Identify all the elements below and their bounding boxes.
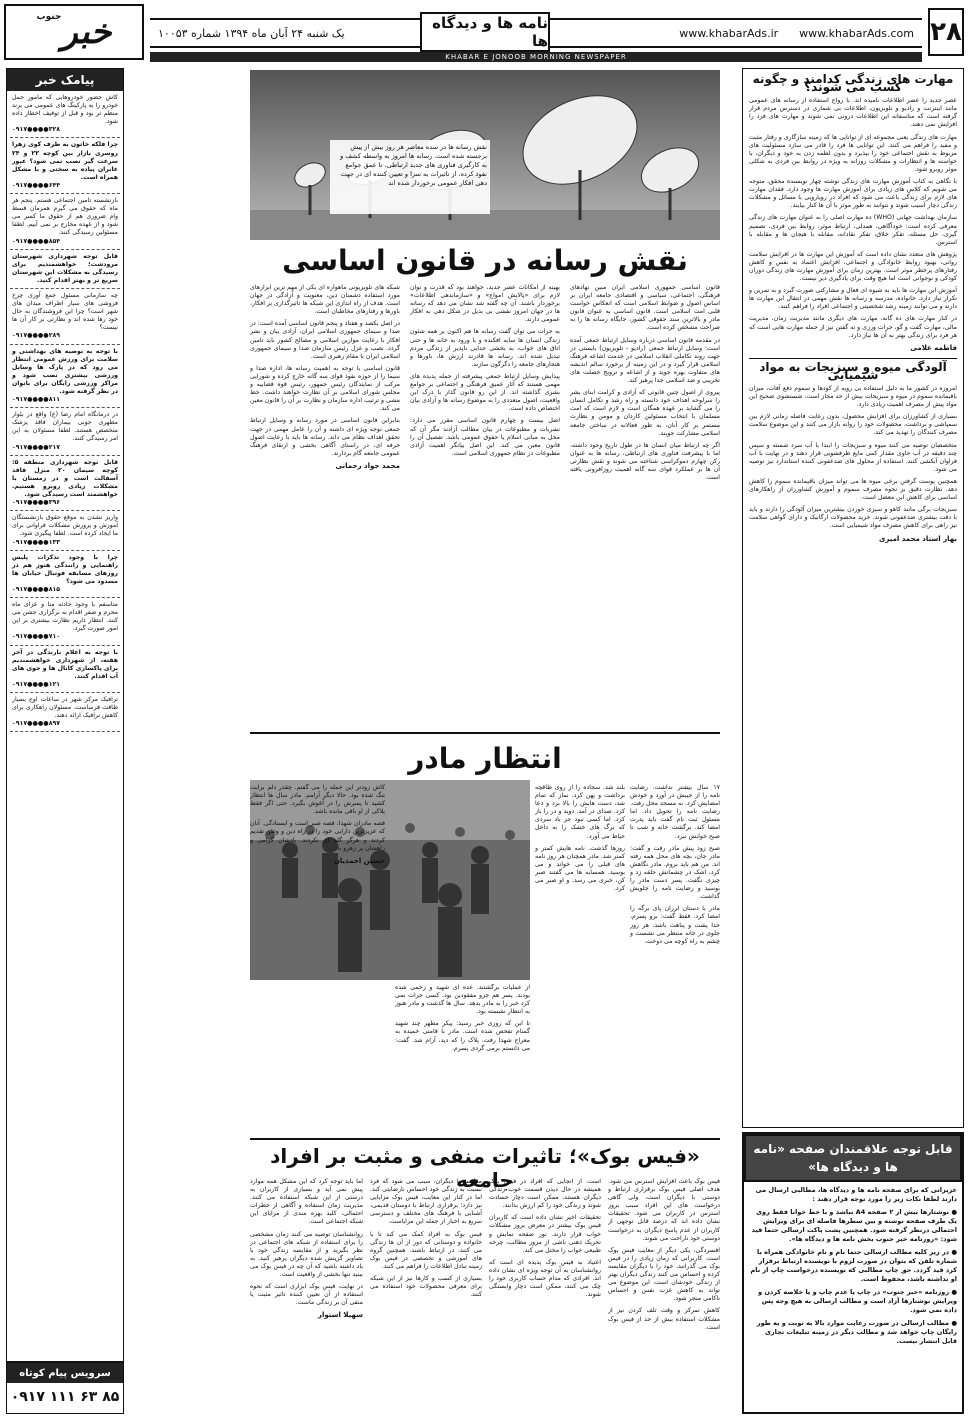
website-left[interactable]: www.khabarAds.com — [799, 26, 914, 40]
facebook-col2-p1: است. از آنجایی که افراد در فیس بوک همیشه در حال دیدن قسمت خوب زندگی دیگران هستند، ممکن است دچار حسادت شوند و زندگی خود را کم ارزش بدانند. — [489, 1178, 601, 1210]
media-col1-p3: پیروی از اصول چنین قانونی که آزادی و کرامت ابنای بشر را سرلوحه اهداف خود دانسته و راه رشد و تکامل انسان را می گشاید بر عهده همگان است و لازم است که امت مسلمان با انتخاب مسئولین کاردان و مومن و نظارت مستمر بر کار آنان، به طور فعالانه در ساختن جامعه اسلامی مشارکت جویند. — [570, 389, 720, 437]
sms-text: با توجه به توصیه های بهداشتی و سلامت برای ورزش عمومی انتظار می رود که در پارک ها وسایل ورزشی بیشتری نصب شود و مراکز ورزشی رایگان برای بانوان در نظر گرفته شود. — [12, 347, 118, 395]
sms-item — [10, 408, 120, 455]
facebook-col1-p1: فیس بوک باعث افزایش استرس می شود. هدف اصلی فیس بوک برقراری ارتباط و دوستی با دیگران است، ولی گاهی درخواست های این افراد سبب بروز استرس در کاربران می شود. تحقیقات نشان داده اند که درصد قابل توجهی از کاربران از عدم پاسخ دیگران به درخواست دوستی خود ناراحت می شوند. — [608, 1178, 720, 1242]
life-skills-p1: عصر جدید را عصر اطلاعات نامیده اند. با رواج استفاده از رسانه های عمومی مانند اینترنت و رادیو و تلویزیون، اطلاعات بی شماری در دسترس مردم قرار گرفته است که متاسفانه این اطلاعات درونی نمی شوند و مهارت های فرد را افزایش نمی دهند. — [749, 97, 957, 129]
life-skills-p3: با نگاهی به کتاب آموزش مهارت های زندگی نوشته چهار نویسنده محقق، متوجه می شویم که کلاس های زیادی برای آموزش مهارت ها وجود دارد. فقدان مهارت های لازم برای زندگی باعث می شود که افراد در رویارویی با مسائل و مشکلات زندگی دچار آسیب شوند و نتوانند به طور موثر با آن ها کنار بیایند. — [749, 178, 957, 210]
sms-phone: ۰۹۱۷●●●●۸۹۷ — [12, 720, 61, 728]
facebook-article-title: «فیس بوک»؛ تاثیرات منفی و مثبت بر افراد جامعه — [270, 1144, 700, 1192]
media-col-2 — [410, 284, 560, 724]
mother-col1-p3: مادر با دستان لرزان پای برگه را امضا کرد. فقط گفت: برو پسرم، خدا پشت و پناهت باشد. هر روز جلوی در خانه منتظر می نشست و چشم به راه کوچه می دوخت. — [630, 905, 720, 945]
left-column — [742, 68, 964, 1128]
facebook-col3-p3: بسیاری از کسب و کارها نیز از این شبکه برای معرفی محصولات خود استفاده می کنند. — [370, 1275, 482, 1299]
pollution-author: بهار استاد محمد امیری — [878, 534, 957, 543]
life-skills-author: فاطمه غلامی — [910, 343, 957, 352]
sms-list — [7, 91, 123, 1361]
sms-text: چه سازمانی مسئول جمع آوری چرخ فروشی های سیار اطراف میدان های شهر است؟ چرا این فروشندگان به حال خود رها شده اند و نظارتی بر کار آن ها نیست؟ — [12, 291, 118, 332]
life-skills-p4: سازمان بهداشت جهانی (WHO) ده مهارت اصلی را به عنوان مهارت های زندگی معرفی کرده است: خودآگاهی، همدلی، ارتباط موثر، روابط بین فردی، تصمیم گیری، حل مسئله، تفکر خلاق، تفکر نقادانه، مقابله با هیجان ها و مقابله با استرس. — [749, 214, 958, 246]
sms-text: چرا فلکه خاتون به طرف کوی زهرا روسری بازار بین کوچه ۲۲ و ۲۴ سرعت گیر نصب نمی شود؟ عبور عابران پیاده به سختی و با مشکل همراه است. — [12, 141, 118, 181]
facebook-col3-p1: مقایسه با دیگران، سبب می شود که فرد نسبت به زندگی خود احساس نارضایتی کند. اما در کنار این معایب، فیس بوک مزایایی نیز دارد؛ برقراری ارتباط با دوستان قدیمی، آشنایی با فرهنگ های مختلف و دسترسی سریع به اخبار از جمله این مزایاست. — [370, 1178, 482, 1226]
websites — [679, 27, 914, 40]
media-col2-p2: به جرات می توان گفت رسانه ها هم اکنون بر همه شئون زندگی انسان ها سایه افکنده و با ورود به خانه ها و حتی اتاق های خواب، به بخشی جدایی ناپذیر از زندگی مردم تبدیل شده اند. رسانه ها قادرند ارزش ها، باورها و هنجارهای جامعه را دگرگون سازند. — [410, 328, 560, 368]
sms-column — [6, 68, 124, 1414]
newspaper-logo — [4, 4, 144, 60]
photo-caption: نقش رسانه ها در سده معاصر هر روز بیش از پیش برجسته شده است. رسانه ها امروز به واسطه کشف و به کارگیری فناوری های جدید ارتباطی، تا عمق جوامع نفوذ کرده، از تاثیرات به سزا و تعیین کننده ای در جهت دهی افکار عمومی برخوردار شده اند — [330, 140, 490, 214]
sms-text: ترافیک مرکز شهر در ساعات اوج بسیار طاقت فرساست. مسئولان راهکاری برای کاهش ترافیک ارائه دهند. — [12, 696, 118, 720]
life-skills-p6: آموزش این مهارت ها باید به شیوه ای فعال و مشارکتی صورت گیرد و به تمرین و تکرار نیاز دارد. خانواده، مدرسه و رسانه ها نقش مهمی در انتقال این مهارت ها دارند و می توانند زمینه رشد شخصیتی و اجتماعی افراد را فراهم کنند. — [749, 287, 957, 311]
sms-item — [10, 551, 120, 598]
sms-item — [10, 138, 120, 194]
divider — [250, 1138, 720, 1140]
sms-phone: ۰۹۱۷●●●●۸۱۵ — [12, 585, 61, 593]
sms-phone: ۰۹۱۷●●●●۳۲۸ — [12, 126, 61, 134]
mother-col2-p2: روزها گذشت. نامه هایش کمتر و کمتر شد. مادر همچنان هر روز نامه های قبلی را می خواند و می بوسید. همسایه ها می گفتند صبر کن، خبری می رسد. و او صبر می کرد. — [535, 844, 625, 893]
mother-col3-p2: تا این که روزی خبر رسید: پیکر مطهر چند شهید گمنام تفحص شده است. مادر با قامتی خمیده به معراج شهدا رفت. پلاک را که دید، آرام شد. گفت: می دانستم برمی گردی پسرم. — [395, 1020, 530, 1052]
facebook-col1-p2: افسردگی، یکی دیگر از معایب فیس بوک است. کاربرانی که زمان زیادی را در فیس بوک می گذرانند، خود را با دیگران مقایسه کرده و احساس می کنند زندگی دیگران بهتر از زندگی خودشان است. این موضوع می تواند به کاهش عزت نفس و احساس ناکامی منجر شود. — [608, 1246, 720, 1303]
sms-footer — [7, 1361, 123, 1413]
facebook-col-1 — [608, 1178, 720, 1414]
facebook-author: سهیلا استوار — [317, 1311, 363, 1320]
media-col3-p4: بنابراین قانون اساسی در مورد رسانه و وسایل ارتباط جمعی توجه ویژه ای داشته و آن را عامل مهمی در جهت تحقق اهداف نظام می داند. رسانه ها باید با رعایت اصول حرفه ای، در راستای آگاهی بخشی و ارتقای فرهنگ عمومی جامعه گام بردارند. — [250, 417, 400, 457]
media-col2-p4: اصل بیست و چهارم قانون اساسی مقرر می دارد: نشریات و مطبوعات در بیان مطالب آزادند مگر آن که مخل به مبانی اسلام یا حقوق عمومی باشد. تفصیل آن را قانون معین می کند. این اصل بیانگر اهمیت آزادی مطبوعات در نظام جمهوری اسلامی است. — [410, 417, 560, 457]
life-skills-p5: پژوهش های متعدد نشان داده است که آموزش این مهارت ها در افزایش سلامت روانی، بهبود روابط خانوادگی و اجتماعی، افزایش اعتماد به نفس و کاهش رفتارهای پرخطر موثر است. بهترین زمان برای آموزش مهارت های زندگی دوران کودکی و نوجوانی است اما هیچ وقت برای یادگیری دیر نیست. — [749, 250, 957, 283]
website-right[interactable]: www.khabarAds.ir — [679, 26, 779, 40]
mother-col-4 — [250, 784, 385, 1134]
media-col1-p2: در مقدمه قانون اساسی درباره وسایل ارتباط جمعی آمده است: وسایل ارتباط جمعی (رادیو - تلویزیون) بایستی در جهت روند تکاملی انقلاب اسلامی در خدمت اشاعه فرهنگ اسلامی قرار گیرد و در این زمینه از برخورد سالم اندیشه های متفاوت بهره جوید و از اشاعه و ترویج خصلت های تخریبی و ضد اسلامی جدا پرهیز کند. — [570, 336, 720, 385]
sms-item — [10, 345, 120, 409]
sms-phone: ۰۹۱۷●●●●۲۱۷ — [12, 443, 61, 451]
sms-phone: ۰۹۱۷●●●●۸۱۱ — [12, 396, 61, 404]
notice-item-1: ● نوشتارها بیش از ۲ صفحه A4 نباشد و با خط خوانا فقط روی یک طرف صفحه نوشته و بین سطرها فاصله ای برای ویرایش احتمالی درنظر گرفته شود. همچنین پشت پاکت ارسالی حتما قید شود: «روزنامه خبر جنوب بخش نامه ها و دیدگاه ها». — [751, 1208, 957, 1243]
mother-col2-p1: بلند شد. سجاده را از روی طاقچه برداشت و پهن کرد. نماز که تمام شد، دست هایش را بالا برد و دعا کرد. صدای در آمد. دوید و در را باز کرد. اما کسی نبود جز باد سردی که برگ های خشک را به داخل حیاط می آورد. — [535, 784, 625, 840]
notice-intro: عزیزانی که برای صفحه نامه ها و دیدگاه ها، مطالبی ارسال می دارند لطفا نکات زیر را مورد توجه قرار دهند : — [755, 1186, 957, 1203]
section-title: نامه ها و دیدگاه ها — [420, 12, 550, 52]
sms-item — [10, 646, 120, 693]
facebook-col2-p2: تحقیقات اخیر نشان داده است که کاربران فیس بوک بیشتر در معرض بروز مشکلات خواب قرار دارند. نور صفحه نمایش و تحریک ذهنی ناشی از مرور مطالب، چرخه طبیعی خواب را مختل می کند. — [489, 1214, 601, 1254]
media-col-3 — [250, 284, 400, 724]
mother-col4-p1: کاش زودتر این جمله را می گفتم. چقدر دلم برایت تنگ شده بود. حالا دیگر آرامم. مادر سال ها انتظار کشید تا پسرش را در آغوش بگیرد. حتی اگر فقط پلاکی از او باقی مانده باشد. — [250, 784, 385, 816]
sms-text: بازنشسته تامین اجتماعی هستم. پنجم هر ماه که حقوق می گیرم همزمان قسط وام ضروری هم از حقوق ما کسر می شود و از عهده مخارج بر نمی آییم. لطفا مسئولین رسیدگی کنند. — [12, 197, 118, 237]
logo-sub: جنوب — [36, 12, 62, 22]
sms-item — [10, 598, 120, 645]
sms-text: در درمانگاه امام رضا (ع) واقع در بلوار مطهری جوبی بیماران فاقد پزشک متخصص هستند. لطفا مسئولان به این امر رسیدگی کنند. — [12, 411, 118, 443]
notice-item-3: ● روزنامه «خبر جنوب» در چاپ یا عدم چاپ و یا خلاصه کردن و ویرایش نوشتارها آزاد است و مطالب ارسالی به هیچ وجه پس داده نمی شود. — [758, 1288, 957, 1314]
page-number: ۲۸ — [928, 8, 964, 56]
sms-item — [10, 456, 120, 512]
life-skills-p2: مهارت های زندگی یعنی مجموعه ای از توانایی ها که زمینه سازگاری و رفتار مثبت و مفید را فراهم می کنند. این توانایی ها فرد را قادر می سازد مسئولیت های مربوط به نقش اجتماعی خود را بپذیرد و بدون لطمه زدن به خود و دیگران، با خواسته ها و انتظارات و مشکلات روزانه به ویژه در روابط بین فردی به شکلی موثر روبرو شود. — [749, 133, 957, 173]
sms-phone: ۰۹۱۷●●●●۶۴۴ — [12, 181, 61, 189]
facebook-col-2 — [489, 1178, 601, 1414]
notice-box — [742, 1132, 964, 1414]
media-col3-p3: قانون اساسی با توجه به اهمیت رسانه ها، اداره صدا و سیما را از حوزه نفوذ قوای سه گانه خارج کرده و شورایی مرکب از نمایندگان رئیس جمهور، رئیس قوه قضاییه و مجلس شورای اسلامی بر آن نظارت خواهند داشت. خط مشی و ترتیب اداره سازمان و نظارت بر آن را قانون معین می کند. — [250, 364, 400, 413]
notice-item-4: ● مطالب ارسالی در صورت رعایت موارد بالا به نوبت و به طور رایگان چاپ خواهد شد و مطالب دیگر در زمینه تبلیغات تجاری قابل انتشار نیست. — [756, 1319, 957, 1345]
sms-phone: ۰۹۱۷●●●●۸۵۴ — [12, 237, 61, 245]
facebook-col2-p3: اعتیاد به فیس بوک پدیده ای است که روانشناسان به آن توجه ویژه ای نشان داده اند. افرادی که مدام حساب کاربری خود را چک می کنند، ممکن است دچار وابستگی شوند. — [489, 1258, 601, 1299]
sms-phone: ۰۹۱۷●●●●۱۳۳ — [12, 538, 61, 546]
masthead-strip: KHABAR E JONOOB MORNING NEWSPAPER — [150, 52, 922, 62]
pollution-p4: همچنین پوست گرفتن برخی میوه ها می تواند میزان باقیمانده سموم را کاهش دهد. نظارت دقیق بر نحوه مصرف سموم و آموزش کشاورزان از راهکارهای اساسی برای کاهش این معضل است. — [749, 477, 957, 502]
notice-title: قابل توجه علاقمندان صفحه «نامه ها و دیدگاه ها» — [744, 1134, 962, 1182]
mother-col1-p2: صبح زود پیش مادر رفت و گفت: مادر جان، بچه های محل همه رفته اند. من هم باید بروم. مادر نگاهش کرد، اشک در چشمانش حلقه زد و چیزی نگفت. پسر دست مادر را بوسید و رضایت نامه را جلویش گذاشت. — [630, 844, 720, 901]
sms-item — [10, 511, 120, 550]
pollution-p3: متخصصان توصیه می کنند میوه و سبزیجات را ابتدا با آب سرد شسته و سپس چند دقیقه در آب حاوی مقدار کمی مایع ظرفشویی قرار دهند و در نهایت با آب فراوان آبکشی کنند. استفاده از محلول های ضدعفونی کننده استاندارد نیز توصیه می شود. — [749, 441, 957, 473]
mother-col-2 — [535, 784, 625, 1134]
sms-phone: ۰۹۱۷●●●●۷۱۰ — [12, 633, 61, 641]
media-col2-p3: پیدایش وسایل ارتباط جمعی پیشرفته از جمله پدیده های مهمی هستند که آثار عمیق فرهنگی و اجتماعی بر جوامع بشری گذاشته اند. از این رو قانون گذار با درک این واقعیت، اصول متعددی را به موضوع رسانه ها و آزادی بیان اختصاص داده است. — [410, 372, 560, 413]
notice-item-2: ● در زیر کلیه مطالب ارسالی حتما نام و نام خانوادگی همراه با شماره تلفن که بتوان در صورت لزوم با نویسنده ارتباط برقرار کرد قید گردد. حق چاپ مطالبی که نویسنده درخواست چاپ از نام او نداشته باشد، محفوظ است. — [750, 1248, 957, 1283]
pollution-p2: بسیاری از کشاورزان برای افزایش محصول، بدون رعایت فاصله زمانی لازم بین سمپاشی و برداشت، محصولات خود را روانه بازار می کنند و این موضوع سلامت مصرف کنندگان را تهدید می کند. — [749, 413, 957, 437]
mother-col-1 — [630, 784, 720, 1134]
pollution-title: آلودگی میوه و سبزیجات به مواد شیمیایی — [759, 359, 947, 382]
mother-article-title: انتظار مادر — [408, 742, 562, 775]
date-issue: یک شنبه ۲۴ آبان ماه ۱۳۹۴ شماره ۱۰۰۵۳ — [158, 26, 345, 40]
mother-col3-p1: از عملیات برگشتند. عده ای شهید و زخمی شده بودند. پسر هم جزو مفقودین بود. کسی جرات نمی کرد خبر را به مادر بدهد. سال ها گذشت و مادر هنوز به انتظار نشسته بود. — [395, 984, 530, 1016]
facebook-col3-p2: فیس بوک به افراد کمک می کند تا با خانواده و دوستانی که دور از آن ها زندگی می کنند، در ارتباط باشند. همچنین گروه های آموزشی و تخصصی در فیس بوک زمینه تبادل اطلاعات را فراهم می کنند. — [370, 1230, 482, 1270]
media-article-title: نقش رسانه در قانون اساسی — [282, 244, 688, 277]
sms-item — [10, 91, 120, 138]
pollution-p5: سبزیجات برگی مانند کاهو و سبزی خوردن بیشترین میزان آلودگی را دارند و باید با دقت بیشتری ضدعفونی شوند. خرید محصولات ارگانیک و دارای گواهی سلامت نیز راهی برای کاهش مصرف مواد شیمیایی است. — [749, 506, 957, 530]
sms-footer-number[interactable]: ۰۹۱۷ ۱۱۱ ۶۳ ۸۵ — [10, 1389, 120, 1405]
sms-text: واریز نشدن به موقع حقوق بازنشستگان آموزش و پرورش مشکلات فراوانی برای ما ایجاد کرده است. لطفا پیگیری شود. — [12, 514, 118, 538]
sms-phone: ۰۹۱۷●●●●۱۲۱ — [12, 680, 61, 688]
media-col2-p1: بهینه از امکانات عصر جدید، خواهند بود که قدرت و توان لازم برای «پالایش امواج» و «سازماندهی اطلاعات» برخوردار باشند. آن چه گفته شد نشان می دهد که رسانه ها در جهان امروز نقشی بی بدیل در شکل دهی به افکار عمومی دارند. — [410, 284, 560, 324]
facebook-col4-p1: اما باید توجه کرد که این مشکل همه موارد پیش نمی آید و بسیاری از کاربران به درستی از این شبکه استفاده می کنند. مدیریت زمان استفاده و آگاهی از خطرات احتمالی، کلید بهره مندی از مزایای این شبکه اجتماعی است. — [250, 1178, 363, 1226]
media-col1-p1: قانون اساسی جمهوری اسلامی ایران مبین نهادهای فرهنگی، اجتماعی، سیاسی و اقتصادی جامعه ایران بر اساس اصول و ضوابط اسلامی است که انعکاس خواست قلبی امت اسلامی است. قانون اساسی به عنوان قانون مادر و بالاترین سند حقوقی کشور، جایگاه رسانه ها را به صراحت مشخص کرده است. — [570, 284, 720, 332]
sms-text: متاسفم با وجود حادثه منا و عزای ماه محرم و صفر اقدام به برگزاری جشن می کنند. انتظار داریم نظارت بیشتری بر این امور صورت گیرد. — [12, 601, 118, 633]
sms-item — [10, 693, 120, 732]
mother-col1-p1: ۱۷ سال بیشتر نداشت. رضایت نامه را از جیبش در آورد و خودش امضایش کرد. به مسجد محل رفت. رضایت نامه را تحویل داد. اما مسئول ثبت نام گفت باید پدرت امضا کند. برگشت خانه و شب تا صبح خوابش نبرد. — [630, 784, 720, 840]
sms-text: چرا با وجود تذکرات پلیس راهنمایی و رانندگی هنوز هم در روزهای مسابقه فوتبال خیابان ها مسدود می شود؟ — [12, 553, 118, 585]
divider — [250, 732, 720, 734]
life-skills-p7: در کنار مهارت های ده گانه، مهارت های دیگری مانند مدیریت زمان، مدیریت مالی، مهارت گفت و گو، جرات ورزی و نه گفتن نیز از جمله مهارت هایی است که هر فرد برای زندگی بهتر به آن ها نیاز دارد. — [749, 315, 957, 339]
mother-col-3 — [395, 984, 530, 1134]
facebook-col4-p2: روانشناسان توصیه می کنند زمان مشخصی را برای استفاده از شبکه های اجتماعی در نظر بگیرید و از مقایسه زندگی خود با تصاویر گزینش شده دیگران پرهیز کنید. به یاد داشته باشید که آن چه در فیس بوک می بینید تنها بخشی از واقعیت است. — [250, 1230, 363, 1279]
sms-item — [10, 289, 120, 345]
sms-phone: ۰۹۱۷●●●●۲۸۹ — [12, 332, 61, 340]
media-col3-p1: شبکه های تلویزیونی ماهواره ای یکی از مهم ترین ابزارهای مورد استفاده دشمنان دین، معنویت و آزادگی در جهان است. هدف از راه اندازی این شبکه ها تاثیرگذاری بر افکار، باورها و رفتارهای مخاطبان است. — [250, 284, 400, 316]
notice-body — [744, 1182, 962, 1354]
sms-item — [10, 250, 120, 289]
facebook-col1-p3: کاهش تمرکز و وقت تلف کردن نیز از مشکلات استفاده بیش از حد از فیس بوک است. — [608, 1307, 720, 1331]
sms-text: کاش حضور خودروهایی که مامور حمل خودرو را به پارکینگ های عمومی می برند منظم تر بود و قبل از توقیف اخطار داده شود. — [12, 94, 118, 126]
sms-title: پیامک خبر — [7, 69, 123, 91]
mother-author: حسین احمدیان — [333, 856, 385, 865]
media-col3-p2: در اصل یکصد و هفتاد و پنجم قانون اساسی آمده است: در صدا و سیمای جمهوری اسلامی ایران، آزادی بیان و نشر افکار با رعایت موازین اسلامی و مصالح کشور باید تامین گردد. نصب و عزل رئیس سازمان صدا و سیمای جمهوری اسلامی ایران با مقام رهبری است. — [250, 320, 400, 360]
pollution-p1: امروزه در کشور ما به دلیل استفاده بی رویه از کودها و سموم دفع آفات، میزان باقیمانده سموم در میوه و سبزیجات بیش از حد مجاز است. شستشوی صحیح این مواد پیش از مصرف اهمیت زیادی دارد. — [749, 385, 957, 409]
mother-col4-p2: قصه مادران شهدا، قصه صبر است و ایستادگی. آنان که عزیزترین دارایی خود را در راه دین و وطن تقدیم کردند و هرگز گله ای نکردند. یادشان گرامی و راهشان پر رهرو باد. — [250, 820, 385, 852]
sms-item — [10, 194, 120, 250]
logo-text: خبر — [61, 12, 112, 52]
media-col1-p4: اگر چه ارتباط میان انسان ها در طول تاریخ وجود داشته، اما با پیشرفت فناوری های ارتباطی، رسانه ها به عنوان رکن چهارم دموکراسی شناخته می شوند و نقش نظارتی آن ها بر عملکرد قوای سه گانه اهمیت روزافزونی یافته است. — [570, 441, 720, 482]
sms-text: قابل توجه شهرداری شهرستان مرودشت؛ خواهشمندیم برای رسیدگی به مشکلات این شهرستان سریع تر و بهتر اقدام کنید. — [12, 252, 118, 284]
sms-text: قابل توجه شهرداری منطقه ۵: کوچه سیمان ۲۰ منزل فاقد آسفالت است و در زمستان با مشکلات زیادی روبرو هستیم. خواهشمند است رسیدگی شود. — [12, 458, 118, 499]
media-author: محمد جواد رحمانی — [335, 461, 400, 470]
media-col-1 — [570, 284, 720, 724]
facebook-col-3 — [370, 1178, 482, 1414]
facebook-col-4 — [250, 1178, 363, 1414]
facebook-col4-p3: در نهایت، فیس بوک ابزاری است که نحوه استفاده از آن تعیین کننده تاثیر مثبت یا منفی آن بر زندگی ماست. — [250, 1283, 363, 1307]
sms-phone: ۰۹۱۷●●●●۳۹۶ — [12, 499, 61, 507]
sms-text: با توجه به اعلام بارندگی در آخر هفته، از شهرداری خواهشمندیم برای پاکسازی کانال ها و جوی های آب اقدام کنند. — [12, 648, 118, 680]
sms-footer-label: سرویس پیام کوتاه — [7, 1363, 123, 1383]
life-skills-title: مهارت های زندگی کدامند و چگونه کسب می شوند؟ — [752, 72, 954, 95]
divider — [749, 358, 957, 359]
